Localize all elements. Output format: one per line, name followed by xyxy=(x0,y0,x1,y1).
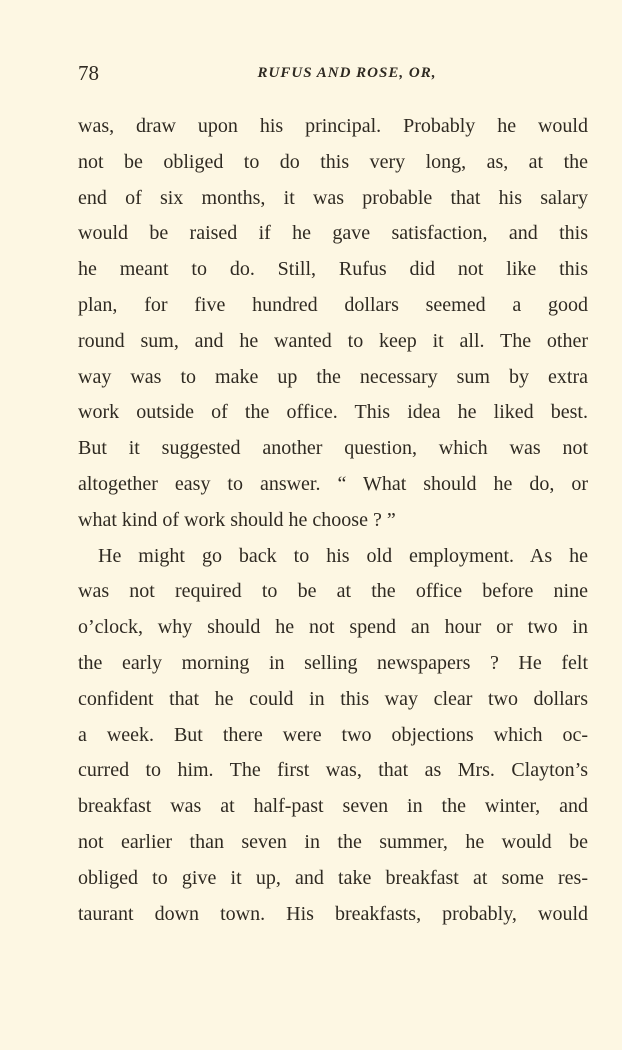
text-line: would be raised if he gave satisfaction, and this xyxy=(78,222,588,245)
body-text xyxy=(78,109,588,932)
text-line: was not required to be at the office before nine xyxy=(78,580,588,603)
text-line: work outside of the office. This idea he liked best. xyxy=(78,401,588,424)
text-line: was, draw upon his principal. Probably he would xyxy=(78,115,588,137)
text-line: plan, for five hundred dollars seemed a good xyxy=(78,293,588,316)
text-line: way was to make up the necessary sum by extra xyxy=(78,365,588,388)
text-line: He might go back to his old employment. As he xyxy=(98,544,588,567)
text-line: not be obliged to do this very long, as, at the xyxy=(78,150,588,173)
text-line: the early morning in selling newspapers ? He felt xyxy=(78,651,588,674)
page-header xyxy=(78,58,588,88)
text-line: what kind of work should he choose ? ” xyxy=(78,508,396,531)
text-line: a week. But there were two objections which oc- xyxy=(78,723,588,746)
text-line: o’clock, why should he not spend an hour or two in xyxy=(78,616,588,639)
text-line: end of six months, it was probable that his salary xyxy=(78,186,588,209)
text-line: taurant down town. His breakfasts, probably, would xyxy=(78,902,588,925)
paragraph xyxy=(78,539,588,933)
text-line: round sum, and he wanted to keep it all. The other xyxy=(78,329,588,352)
text-line: breakfast was at half-past seven in the winter, and xyxy=(78,795,588,818)
paragraph xyxy=(78,109,588,539)
page-number: 78 xyxy=(78,61,99,85)
running-title: RUFUS AND ROSE, OR, xyxy=(257,65,437,81)
text-line: altogether easy to answer. “ What should he do, or xyxy=(78,472,588,495)
text-line: obliged to give it up, and take breakfast at some res- xyxy=(78,866,588,889)
text-line: But it suggested another question, which was not xyxy=(78,437,588,460)
text-line: curred to him. The first was, that as Mrs. Clayton’s xyxy=(78,759,588,782)
text-line: confident that he could in this way clear two dollars xyxy=(78,687,588,710)
text-line: he meant to do. Still, Rufus did not like this xyxy=(78,258,588,281)
text-line: not earlier than seven in the summer, he would be xyxy=(78,830,588,853)
